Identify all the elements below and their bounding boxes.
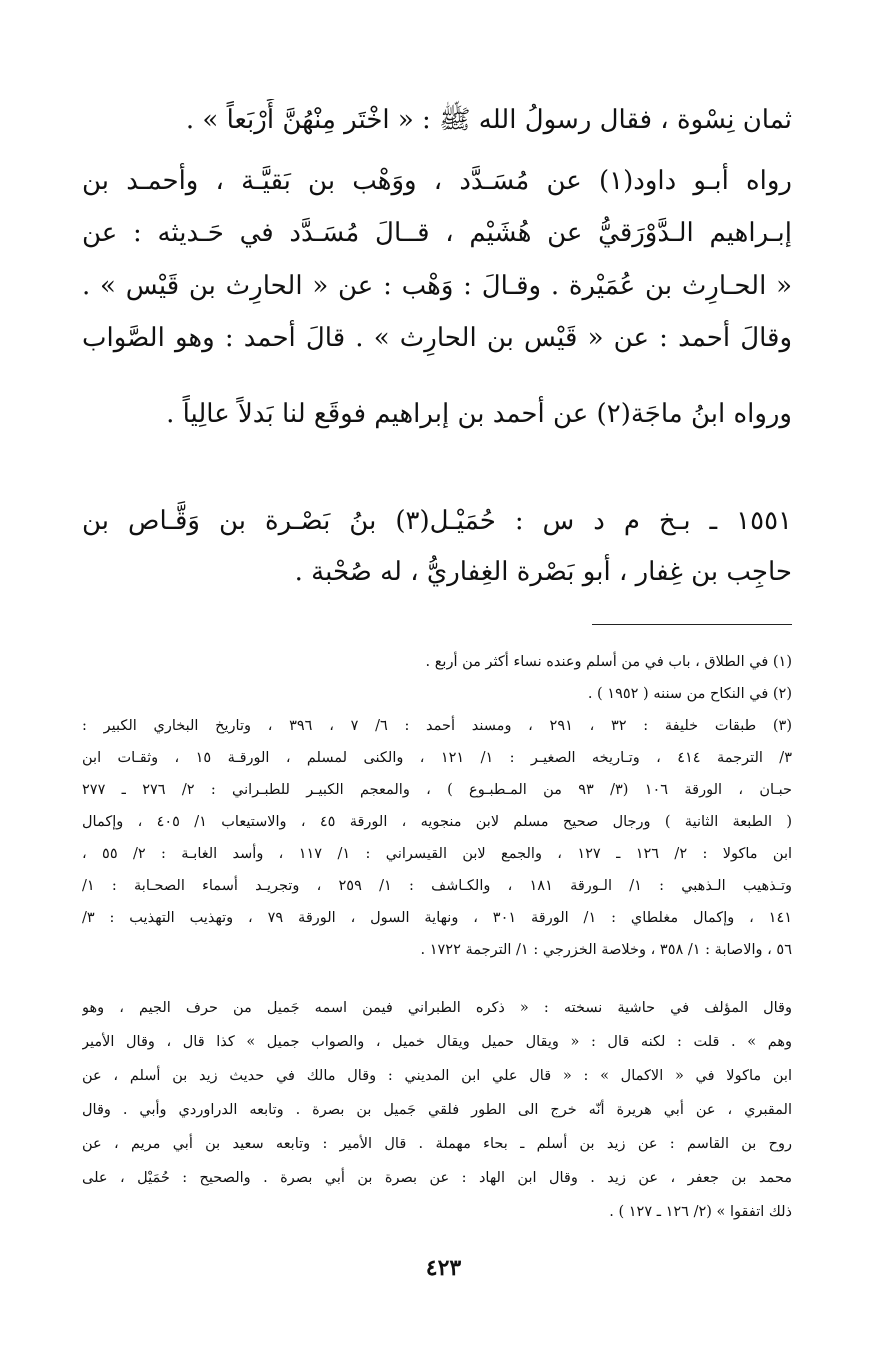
footnote-line: (٣) طبقات خليفة : ٣٢ ، ٢٩١ ، ومسند أحمد : ٦/ ٧ ، ٣٩٦ ، وتاريخ البخاري الكبير :	[82, 718, 792, 734]
note-line: ابن ماكولا في « الاكمال » : « قال علي ابن المديني : وقال مالك في حديث زيد بن أسلم ، عن	[82, 1068, 792, 1084]
footnote-line: ١٤١ ، وإكمال مغلطاي : ١/ الورقة ٣٠١ ، ونهاية السول ، الورقة ٧٩ ، وتهذيب التهذيب : ٣/	[82, 910, 792, 926]
main-text-line: ورواه ابنُ ماجَة(٢) عن أحمد بن إبراهيم فوقَع لنا بَدلاً عالِياً .	[166, 399, 792, 429]
note-line: روح بن القاسم : عن زيد بن أسلم ـ بحاء مهملة . قال الأمير : وتابعه سعيد بن أبي مريم ، عن	[82, 1136, 792, 1152]
note-line: ذلك اتفقوا » (٢/ ١٢٦ ـ ١٢٧ ) .	[609, 1204, 792, 1220]
footnote-line: ( الطبعة الثانية ) ورجال صحيح مسلم لابن منجويه ، الورقة ٤٥ ، والاستيعاب ١/ ٤٠٥ ، وإكمال	[82, 814, 792, 830]
note-line: وهم » . قلت : لكنه قال : « ويقال حميل ويقال خميل ، والصواب جميل » كذا قال ، وقال الأمير	[82, 1034, 792, 1050]
note-line: المقبري ، عن أبي هريرة أنّه خرج الى الطور فلقي جَميل بن بصرة . وتابعه الدراوردي وأبي . وقال	[82, 1102, 792, 1118]
footnote-line: ابن ماكولا : ٢/ ١٢٦ ـ ١٢٧ ، والجمع لابن القيسراني : ١/ ١١٧ ، وأسد الغابـة : ٢/ ٥٥ ،	[82, 846, 792, 862]
page-number: ٤٢٣	[425, 1255, 462, 1281]
main-text-line: « الحـارِث بن عُمَيْرة . وقـالَ : وَهْب : عن « الحارِث بن قَيْس » .	[82, 271, 792, 301]
main-text-line: ثمان نِسْوة ، فقال رسولُ الله ﷺ : « اخْتَر مِنْهُنَّ أَرْبَعاً » .	[185, 105, 792, 135]
footnote-line: ٣/ الترجمة ٤١٤ ، وتـاريخه الصغيـر : ١/ ١٢١ ، والكنى لمسلم ، الورقـة ١٥ ، وثقـات ابن	[82, 750, 792, 766]
footnote-line: (٢) في النكاح من سننه ( ١٩٥٢ ) .	[587, 686, 792, 702]
note-line: محمد بن جعفر ، عن زيد . وقال ابن الهاد : عن بصرة بن أبي بصرة . والصحيح : حُمَيْل ، على	[82, 1170, 792, 1186]
main-text-line: وقالَ أحمد : عن « قَيْس بن الحارِث » . قالَ أحمد : وهو الصَّواب	[82, 323, 792, 353]
footnote-line: (١) في الطلاق ، باب في من أسلم وعنده نساء أكثر من أربع .	[425, 654, 792, 670]
main-text-line: حاجِب بن غِفار ، أبو بَصْرة الغِفاريُّ ، له صُحْبة .	[294, 557, 792, 587]
main-text-line: إبـراهيم الـدَّوْرَقيُّ عن هُشَيْم ، قــالَ مُسَـدَّد في حَـديثه : عن	[82, 218, 792, 248]
footnote-line: وتـذهيب الـذهبي : ١/ الـورقة ١٨١ ، والكـاشف : ١/ ٢٥٩ ، وتجريـد أسماء الصحـابة : ١/	[82, 878, 792, 894]
footnote-line: ٥٦ ، والاصابة : ١/ ٣٥٨ ، وخلاصة الخزرجي : ١/ الترجمة ١٧٢٢ .	[420, 942, 792, 958]
footnote-separator	[592, 624, 792, 625]
footnote-line: حبـان ، الورقة ١٠٦ (٣/ ٩٣ من المـطبـوع ) ، والمعجم الكبيـر للطبـراني : ٢/ ٢٧٦ ـ ٢٧٧	[82, 782, 792, 798]
entry-heading-line: ١٥٥١ ـ بـخ م د س : حُمَيْـل(٣) بنُ بَصْـرة بن وَقَّـاص بن	[82, 506, 792, 536]
main-text-line: رواه أبـو داود(١) عن مُسَـدَّد ، ووَهْب بن بَقيَّـة ، وأحمـد بن	[82, 166, 792, 196]
note-line: وقال المؤلف في حاشية نسخته : « ذكره الطبراني فيمن اسمه جَميل من حرف الجيم ، وهو	[82, 1000, 792, 1016]
